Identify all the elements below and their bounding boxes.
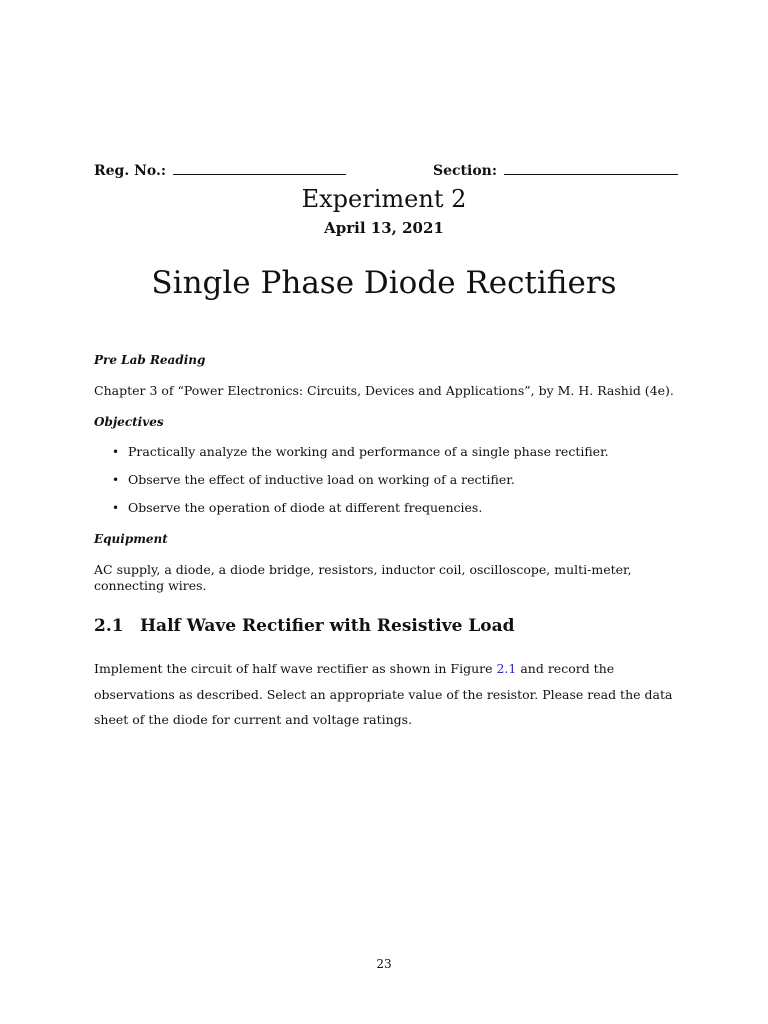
list-item bbox=[112, 472, 609, 500]
main-title: Single Phase Diode Rectifiers bbox=[151, 265, 617, 301]
section-body-text-1: Implement the circuit of half wave rectifier as shown in Figure bbox=[94, 661, 497, 676]
objective-text: Observe the effect of inductive load on working of a rectifier. bbox=[128, 472, 515, 487]
bullet-icon: • bbox=[112, 445, 120, 459]
objectives-list bbox=[112, 444, 609, 528]
header-fields bbox=[94, 163, 676, 183]
section-heading bbox=[94, 616, 515, 636]
section-blank-line bbox=[504, 174, 678, 175]
section-field bbox=[433, 163, 678, 179]
prelab-heading: Pre Lab Reading bbox=[94, 353, 206, 367]
section-title: Half Wave Rectifier with Resistive Load bbox=[140, 616, 515, 636]
experiment-title: Experiment 2 bbox=[301, 185, 467, 213]
prelab-text: Chapter 3 of “Power Electronics: Circuits, Devices and Applications”, by M. H. Rashid (4e). bbox=[94, 383, 674, 398]
reg-no-label: Reg. No.: bbox=[94, 163, 167, 179]
equipment-text: AC supply, a diode, a diode bridge, resistors, inductor coil, oscilloscope, multi-meter, connecting wires. bbox=[94, 562, 632, 593]
section-body-text-2: and record the observations as described. Select an appropriate value of the resistor. Please read the data sheet of the diode for current and voltage ratings. bbox=[94, 661, 673, 727]
bullet-icon: • bbox=[112, 501, 120, 515]
section-number: 2.1 bbox=[94, 616, 124, 636]
list-item bbox=[112, 500, 609, 528]
bullet-icon: • bbox=[112, 473, 120, 487]
list-item bbox=[112, 444, 609, 472]
objective-text: Observe the operation of diode at different frequencies. bbox=[128, 500, 483, 515]
section-label: Section: bbox=[433, 163, 498, 179]
reg-no-field bbox=[94, 163, 346, 179]
reg-no-blank-line bbox=[173, 174, 346, 175]
section-body bbox=[94, 656, 684, 733]
figure-link[interactable]: 2.1 bbox=[496, 661, 517, 676]
equipment-heading: Equipment bbox=[94, 532, 168, 546]
experiment-date: April 13, 2021 bbox=[324, 219, 444, 237]
page-number: 23 bbox=[376, 957, 392, 971]
objectives-heading: Objectives bbox=[94, 415, 164, 429]
objective-text: Practically analyze the working and performance of a single phase rectifier. bbox=[128, 444, 609, 459]
